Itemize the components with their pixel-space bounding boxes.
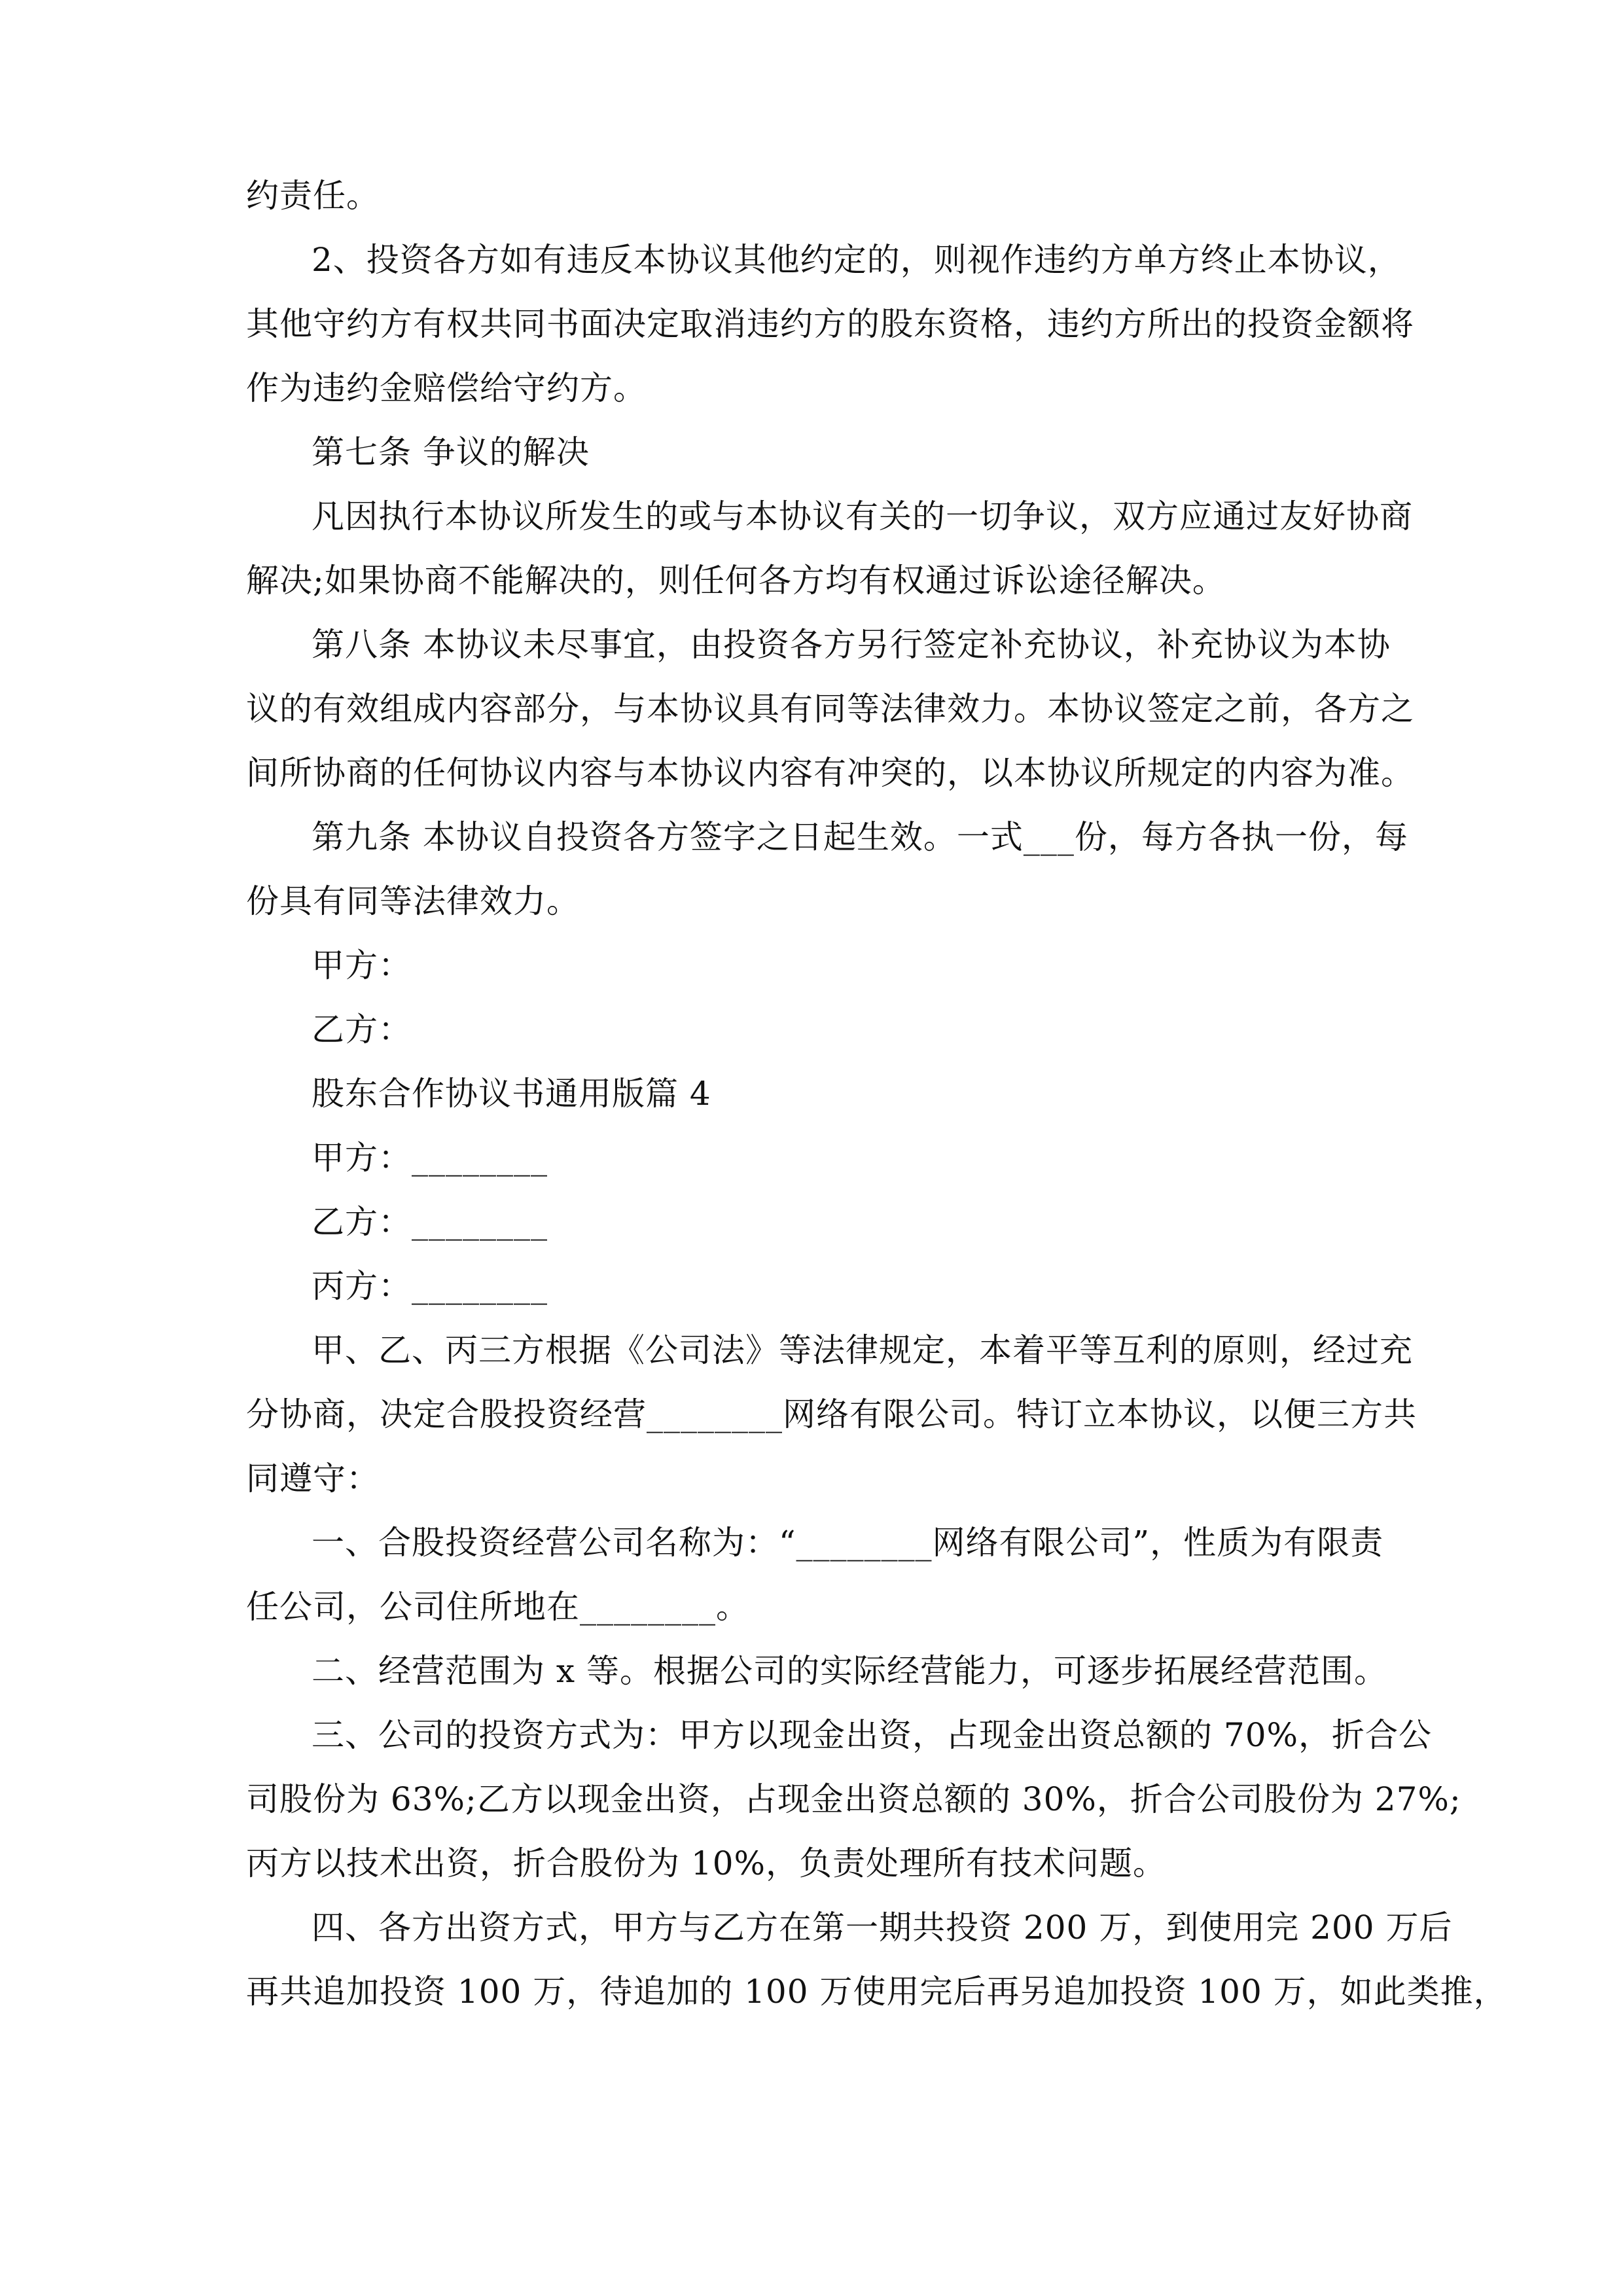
text-line: 四、各方出资方式，甲方与乙方在第一期共投资 200 万，到使用完 200 万后 xyxy=(312,1909,1453,1946)
text-line: 间所协商的任何协议内容与本协议内容有冲突的，以本协议所规定的内容为准。 xyxy=(246,754,1414,792)
document-page xyxy=(246,164,1507,2024)
text-line: 议的有效组成内容部分，与本协议具有同等法律效力。本协议签定之前，各方之 xyxy=(246,690,1414,728)
text-line: 份具有同等法律效力。 xyxy=(246,882,580,920)
text-line: 分协商，决定合股投资经营________网络有限公司。特订立本协议，以便三方共 xyxy=(246,1395,1417,1433)
text-line: 第八条 本协议未尽事宜，由投资各方另行签定补充协议，补充协议为本协 xyxy=(312,626,1391,664)
text-line: 司股份为 63%;乙方以现金出资，占现金出资总额的 30%，折合公司股份为 27%; xyxy=(246,1780,1461,1818)
text-line: 解决;如果协商不能解决的，则任何各方均有权通过诉讼途径解决。 xyxy=(246,562,1226,600)
text-line: 任公司，公司住所地在________。 xyxy=(246,1588,749,1626)
text-line: 同遵守： xyxy=(246,1460,380,1498)
text-line: 一、合股投资经营公司名称为：“________网络有限公司”，性质为有限责 xyxy=(312,1524,1384,1562)
text-line: 约责任。 xyxy=(246,177,380,215)
text-line: 再共追加投资 100 万，待追加的 100 万使用完后再另追加投资 100 万，如此类推， xyxy=(246,1973,1507,2011)
party-c-field: 丙方：________ xyxy=(312,1267,548,1305)
section-heading: 第七条 争议的解决 xyxy=(312,433,590,471)
text-line: 作为违约金赔偿给守约方。 xyxy=(246,369,647,407)
text-line: 其他守约方有权共同书面决定取消违约方的股东资格，违约方所出的投资金额将 xyxy=(246,305,1414,343)
text-line: 三、公司的投资方式为：甲方以现金出资，占现金出资总额的 70%，折合公 xyxy=(312,1716,1433,1754)
text-line: 二、经营范围为 x 等。根据公司的实际经营能力，可逐步拓展经营范围。 xyxy=(312,1652,1387,1690)
party-a-field: 甲方：________ xyxy=(312,1139,548,1177)
text-line: 丙方以技术出资，折合股份为 10%，负责处理所有技术问题。 xyxy=(246,1844,1167,1882)
text-line: 2、投资各方如有违反本协议其他约定的，则视作违约方单方终止本协议， xyxy=(312,241,1401,279)
section-title: 股东合作协议书通用版篇 4 xyxy=(312,1075,711,1113)
party-b-label: 乙方： xyxy=(312,1011,412,1049)
text-line: 甲、乙、丙三方根据《公司法》等法律规定，本着平等互利的原则，经过充 xyxy=(312,1331,1413,1369)
text-line: 凡因执行本协议所发生的或与本协议有关的一切争议，双方应通过友好协商 xyxy=(312,497,1413,535)
text-line: 第九条 本协议自投资各方签字之日起生效。一式___份，每方各执一份，每 xyxy=(312,818,1408,856)
party-a-label: 甲方： xyxy=(312,946,412,984)
party-b-field: 乙方：________ xyxy=(312,1203,548,1241)
